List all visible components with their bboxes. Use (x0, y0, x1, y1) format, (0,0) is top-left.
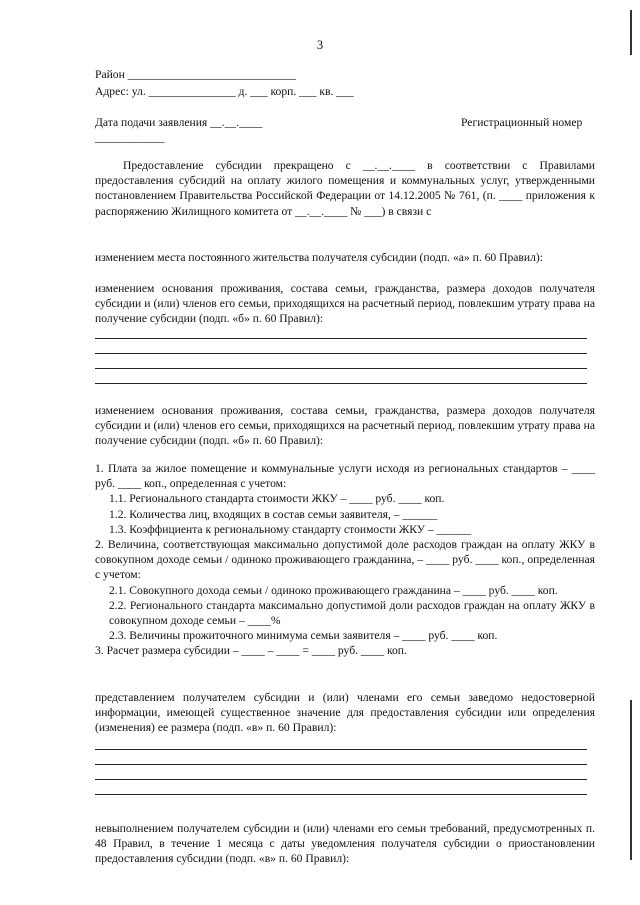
application-date: Дата подачи заявления __.__.____ (95, 116, 263, 129)
blank-line (95, 383, 587, 384)
calculation-list (95, 461, 595, 659)
calc-item-1-2: 1.2. Количества лиц, входящих в состав семьи заявителя, – ______ (109, 507, 438, 521)
blank-line (95, 749, 587, 750)
calc-item-2-1: 2.1. Совокупного дохода семьи / одиноко проживающего гражданина – ____ руб. ____ коп. (109, 583, 558, 597)
registration-number-blank: ____________ (95, 131, 165, 144)
address-field: Адрес: ул. _______________ д. ___ корп. ___ кв. ___ (95, 85, 354, 98)
blank-line (95, 764, 587, 765)
termination-intro: Предоставление субсидии прекращено с __.__.____ в соответствии с Правилами предоставления субсидий на оплату жилого помещения и коммунальных услуг, утвержденными постановлением Правительства Российской Федерации от 14.12.2005 № 761, (п. ____ приложения к распоряжению Жилищного комитета от __.__.____ № ___) в связи с (95, 159, 595, 218)
registration-number-label: Регистрационный номер (461, 116, 583, 129)
page-number: 3 (316, 38, 324, 52)
blank-line (95, 353, 587, 354)
reason-loss-of-right-1: изменением основания проживания, состава семьи, гражданства, размера доходов получателя субсидии и (или) членов его семьи, приходящихся на расчетный период, повлекшим утрату права на получение субсидии (подп. «б» п. 60 Правил): (95, 282, 595, 326)
scan-edge-mark-bottom (630, 700, 632, 860)
blank-line (95, 794, 587, 795)
blank-line (95, 368, 587, 369)
calc-item-2-3: 2.3. Величины прожиточного минимума семьи заявителя – ____ руб. ____ коп. (109, 629, 498, 643)
calc-item-3: 3. Расчет размера субсидии – ____ – ____ = ____ руб. ____ коп. (95, 644, 407, 658)
reason-loss-of-right-2: изменением основания проживания, состава семьи, гражданства, размера доходов получателя субсидии и (или) членов его семьи, приходящихся на расчетный период, повлекшим утрату права на получение субсидии (подп. «б» п. 60 Правил): (95, 404, 595, 448)
calc-item-1-1: 1.1. Регионального стандарта стоимости ЖКУ – ____ руб. ____ коп. (109, 492, 445, 506)
blank-line (95, 779, 587, 780)
calc-item-1-3: 1.3. Коэффициента к региональному стандарту стоимости ЖКУ – ______ (109, 522, 472, 536)
reason-false-information: представлением получателем субсидии и (или) членами его семьи заведомо недостоверной информации, имеющей существенное значение для предоставления субсидии или определения (изменения) ее размера (подп. «в» п. 60 Правил): (95, 691, 595, 735)
district-field: Район _____________________________ (95, 68, 296, 81)
calc-item-2: 2. Величина, соответствующая максимально допустимой доле расходов граждан на оплату ЖКУ в совокупном доходе семьи / одиноко проживающего гражданина, – ____ руб. ____ коп., определенная с учетом: (95, 538, 595, 582)
calc-item-2-2: 2.2. Регионального стандарта максимально допустимой доли расходов граждан на оплату ЖКУ в совокупном доходе семьи – ____% (109, 598, 595, 628)
blank-line (95, 338, 587, 339)
reason-residence-change: изменением места постоянного жительства получателя субсидии (подп. «а» п. 60 Правил): (95, 251, 543, 264)
calc-item-1: 1. Плата за жилое помещение и коммунальные услуги исходя из региональных стандартов – ____ руб. ____ коп., определенная с учетом: (95, 462, 595, 491)
reason-requirements-not-met: невыполнением получателем субсидии и (или) членами его семьи требований, предусмотренных п. 48 Правил, в течение 1 месяца с даты уведомления получателя субсидии о приостановлении предоставления субсидии (подп. «в» п. 60 Правил): (95, 822, 595, 866)
